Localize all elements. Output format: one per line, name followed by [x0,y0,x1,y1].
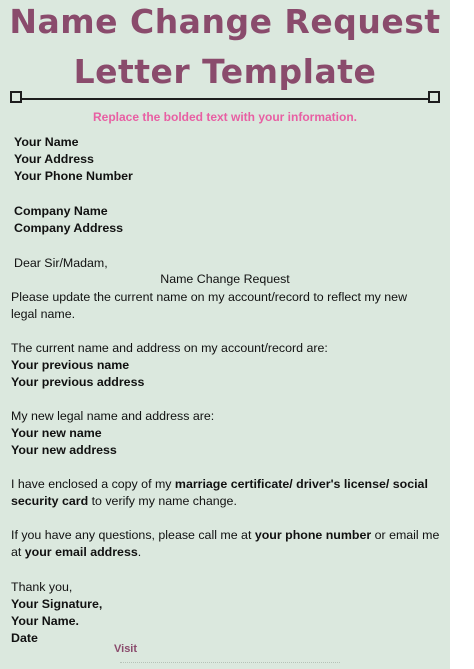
enclosure-documents-cont: security card [11,494,89,508]
sender-name: Your Name [14,135,79,149]
title-divider [16,98,436,100]
visit-link[interactable]: Visit [114,643,138,655]
enclosure-lead: I have enclosed a copy of my [11,477,175,491]
contact-lead: If you have any questions, please call me at [11,528,255,542]
previous-address: Your previous address [11,375,145,389]
enclosure-documents: marriage certificate/ driver's license/ social [174,477,428,491]
enclosure-line-2 [11,493,237,510]
company-name: Company Name [14,204,108,218]
new-name: Your new name [11,426,102,440]
contact-end: . [137,545,142,559]
paragraph-1-line-2: legal name. [11,307,76,321]
page-title-line-1: Name Change Request [9,2,441,41]
page-title-line-2: Letter Template [73,52,377,91]
divider-end-left [10,91,22,103]
contact-phone: your phone number [254,528,372,542]
divider-end-right [428,91,440,103]
contact-email: your email address [24,545,138,559]
previous-name: Your previous name [11,358,130,372]
closing-signature: Your Signature, [11,597,103,611]
contact-line-1 [11,527,439,544]
company-address: Company Address [14,221,124,235]
enclosure-line-1 [11,476,428,493]
paragraph-1-line-1: Please update the current name on my account/record to reflect my new [11,290,408,304]
subject-line: Name Change Request [160,272,290,286]
salutation: Dear Sir/Madam, [14,256,108,270]
bottom-divider [120,662,340,667]
instruction-note: Replace the bolded text with your information. [92,110,358,124]
new-address: Your new address [11,443,117,457]
contact-at: at [11,545,25,559]
closing-name: Your Name. [11,614,79,628]
new-info-intro: My new legal name and address are: [11,409,215,423]
contact-middle: or email me [371,528,440,542]
closing-date: Date [11,631,38,645]
contact-line-2 [11,544,141,561]
closing-thanks: Thank you, [11,580,73,594]
sender-phone: Your Phone Number [14,169,133,183]
sender-address: Your Address [14,152,94,166]
enclosure-tail: to verify my name change. [88,494,237,508]
current-info-intro: The current name and address on my account/record are: [11,341,328,355]
